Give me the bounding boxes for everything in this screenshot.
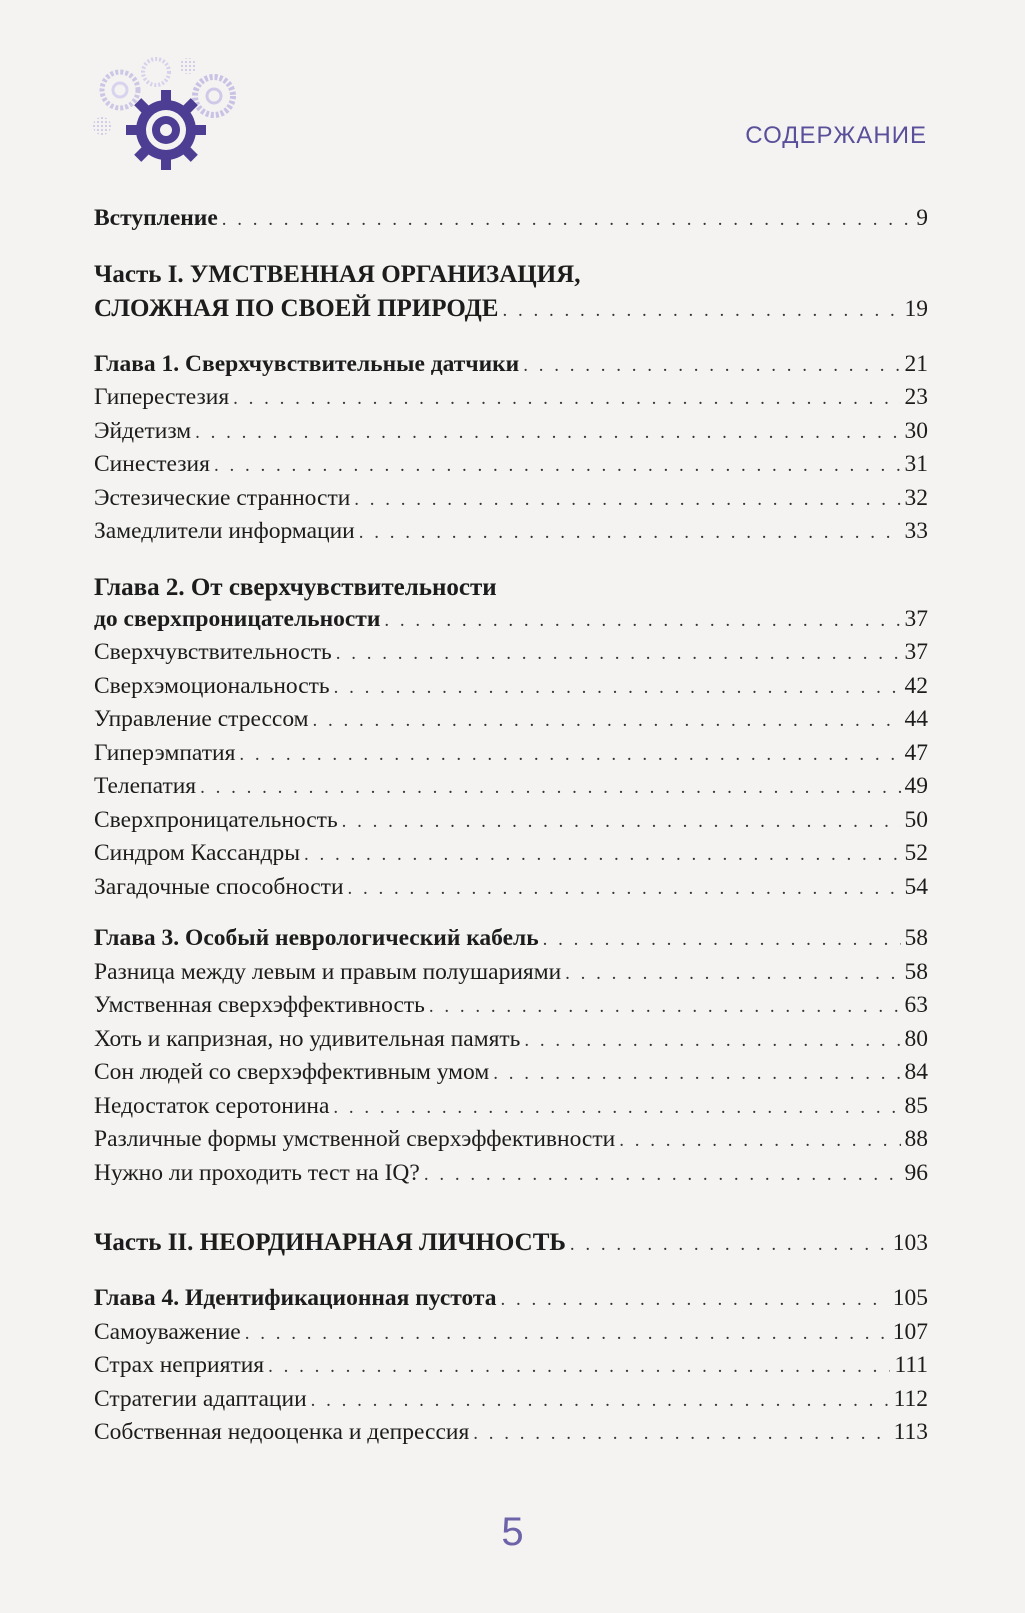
toc-entry-title: Разница между левым и правым полушариями: [94, 958, 562, 985]
toc-entry-title: Сверхчувствительность: [94, 639, 332, 665]
toc-entry-page: 23: [904, 384, 928, 410]
dot-leader: [359, 522, 901, 544]
toc-entry-title: Гиперэмпатия: [94, 739, 236, 766]
dot-leader: [502, 300, 900, 322]
toc-entry-page: 30: [904, 417, 928, 444]
dark-gear: [126, 90, 206, 170]
toc-entry-section[interactable]: [94, 1386, 928, 1420]
toc-entry-title: Страх неприятия: [94, 1352, 265, 1378]
toc-entry-title: Собственная недооценка и депрессия: [94, 1419, 470, 1445]
toc-entry-title: Синдром Кассандры: [94, 840, 301, 866]
toc-entry-page: 32: [904, 484, 928, 511]
dot-leader: [354, 489, 900, 511]
dot-leader: [333, 1097, 900, 1119]
dot-leader: [233, 388, 900, 410]
toc-heading-line: Часть I. УМСТВЕННАЯ ОРГАНИЗАЦИЯ,: [94, 260, 581, 288]
toc-entry-section[interactable]: [94, 485, 928, 519]
toc-entry-page: 105: [892, 1285, 928, 1311]
dot-leader: [493, 1063, 900, 1085]
dot-leader: [543, 929, 901, 951]
toc-entry-section[interactable]: [94, 1093, 928, 1127]
toc-entry-title: Сон людей со сверхэффективным умом: [94, 1059, 490, 1085]
toc-entry-page: 47: [904, 739, 928, 766]
toc-entry-section[interactable]: [94, 1419, 928, 1453]
dot-leader: [313, 710, 901, 732]
gears-icon: [88, 48, 248, 178]
toc-entry-title: Нужно ли проходить тест на IQ?: [94, 1159, 420, 1186]
dot-leader: [304, 844, 900, 866]
toc-entry-section[interactable]: [94, 807, 928, 841]
dot-leader: [348, 878, 901, 900]
toc-spacer: [94, 552, 928, 570]
toc-entry-page: 49: [904, 773, 928, 799]
toc-entry-section[interactable]: [94, 639, 928, 673]
toc-entry-page: 103: [892, 1230, 928, 1256]
toc-entry-title: Замедлители информации: [94, 518, 355, 544]
toc-entry-title: Глава 3. Особый неврологический кабель: [94, 925, 539, 951]
toc-entry-page: 80: [904, 1025, 928, 1052]
toc-entry-page: 44: [904, 706, 928, 732]
toc-heading-line: Глава 2. От сверхчувствительности: [94, 573, 497, 601]
toc-entry-page: 96: [904, 1159, 928, 1186]
toc-entry-title: до сверхпроницательности: [94, 605, 381, 632]
toc-entry-section[interactable]: [94, 1026, 928, 1060]
dot-leader: [214, 455, 901, 477]
toc-entry-page: 113: [893, 1419, 928, 1445]
dot-leader: [523, 355, 900, 377]
dot-leader: [570, 1234, 889, 1256]
toc-entry-title: Гиперестезия: [94, 384, 230, 410]
toc-entry-chapter[interactable]: [94, 1285, 928, 1319]
toc-entry-chapter[interactable]: [94, 351, 928, 385]
toc-entry-title: Сверхпроницательность: [94, 806, 338, 833]
toc-entry-title: Часть II. НЕОРДИНАРНАЯ ЛИЧНОСТЬ: [94, 1229, 566, 1256]
toc-entry-title: Синестезия: [94, 451, 210, 477]
toc-entry-page: 63: [904, 992, 928, 1018]
toc-entry-section[interactable]: [94, 1126, 928, 1160]
dot-leader: [245, 1323, 889, 1345]
toc-entry-page: 58: [904, 925, 928, 951]
toc-entry-section[interactable]: [94, 959, 928, 993]
toc-entry-title: Различные формы умственной сверхэффективности: [94, 1126, 616, 1152]
light-gear-left: [102, 72, 138, 108]
toc-entry-title: Умственная сверхэффективность: [94, 992, 425, 1018]
toc-entry-section[interactable]: [94, 773, 928, 807]
dot-leader: [195, 422, 900, 444]
toc-entry-page: 21: [904, 350, 928, 377]
toc-entry-section[interactable]: [94, 992, 928, 1026]
toc-entry-page: 58: [904, 958, 928, 985]
toc-entry-title: Глава 1. Сверхчувствительные датчики: [94, 350, 520, 377]
dot-leader: [501, 1289, 889, 1311]
toc-entry-page: 31: [904, 451, 928, 477]
toc-entry-page: 112: [893, 1385, 928, 1412]
toc-entry-title: СЛОЖНАЯ ПО СВОЕЙ ПРИРОДЕ: [94, 294, 499, 322]
toc-entry-title: Недостаток серотонина: [94, 1092, 330, 1119]
toc-entry-title: Управление стрессом: [94, 706, 309, 732]
dot-leader: [239, 744, 900, 766]
toc-entry-title: Вступление: [94, 205, 218, 231]
toc-spacer: [94, 1267, 928, 1285]
dot-leader: [384, 610, 900, 632]
toc-entry-section[interactable]: [94, 1059, 928, 1093]
toc-entry-page: 111: [894, 1352, 928, 1378]
dot-leader: [473, 1423, 889, 1445]
toc-entry-page: 9: [916, 205, 928, 231]
dot-leader: [268, 1356, 890, 1378]
section-header: СОДЕРЖАНИЕ: [745, 122, 927, 149]
toc-entry-section[interactable]: [94, 1160, 928, 1194]
toc-spacer: [94, 907, 928, 925]
toc-entry-intro[interactable]: [94, 205, 928, 239]
toc-entry-page: 37: [904, 639, 928, 665]
dot-leader: [311, 1390, 890, 1412]
toc-entry-section[interactable]: [94, 384, 928, 418]
page-number: 5: [501, 1510, 524, 1554]
toc-entry-page: 42: [904, 672, 928, 699]
toc-entry-section[interactable]: [94, 840, 928, 874]
toc-entry-part[interactable]: [94, 295, 928, 333]
toc-entry-page: 107: [892, 1318, 928, 1345]
toc-entry-section[interactable]: [94, 673, 928, 707]
toc-entry-title: Загадочные способности: [94, 873, 344, 900]
toc-entry-section[interactable]: [94, 518, 928, 552]
dot-leader: [342, 811, 901, 833]
dot-leader: [565, 963, 900, 985]
toc-entry-chapter[interactable]: [94, 606, 928, 640]
toc-entry-title: Глава 4. Идентификационная пустота: [94, 1285, 497, 1311]
toc-entry-title: Эйдетизм: [94, 417, 192, 444]
toc-entry-title: Стратегии адаптации: [94, 1385, 307, 1412]
toc-entry-page: 33: [904, 518, 928, 544]
dot-leader: [429, 996, 901, 1018]
dot-leader: [334, 677, 901, 699]
toc-entry-section[interactable]: [94, 706, 928, 740]
toc-entry-page: 54: [904, 873, 928, 900]
toc-entry-section[interactable]: [94, 740, 928, 774]
toc-entry-title: Самоуважение: [94, 1318, 241, 1345]
toc-entry-title: Эстезические странности: [94, 484, 351, 511]
toc-spacer: [94, 1193, 928, 1229]
toc-entry-section[interactable]: [94, 418, 928, 452]
toc-entry-page: 88: [904, 1126, 928, 1152]
toc-spacer: [94, 239, 928, 257]
toc-entry-title: Телепатия: [94, 773, 197, 799]
toc-spacer: [94, 333, 928, 351]
toc-entry-page: 84: [904, 1059, 928, 1085]
toc-entry-page: 19: [904, 295, 928, 322]
dot-leader: [222, 209, 912, 231]
dot-leader: [524, 1030, 900, 1052]
toc-entry-section[interactable]: [94, 1319, 928, 1353]
dot-leader: [619, 1130, 900, 1152]
toc-entry-section[interactable]: [94, 1352, 928, 1386]
toc-entry-page: 50: [904, 806, 928, 833]
light-gear-mid: [143, 59, 169, 85]
dot-leader: [424, 1164, 901, 1186]
toc-entry-title: Сверхэмоциональность: [94, 672, 330, 699]
dot-leader: [200, 777, 900, 799]
toc-entry-part[interactable]: [94, 1229, 928, 1267]
toc-entry-chapter[interactable]: [94, 925, 928, 959]
table-of-contents: [94, 205, 928, 1453]
toc-entry-section[interactable]: [94, 874, 928, 908]
light-gear-right: [195, 77, 233, 115]
dot-leader: [336, 643, 901, 665]
toc-entry-title: Хоть и капризная, но удивительная память: [94, 1025, 521, 1052]
toc-entry-page: 52: [904, 840, 928, 866]
toc-entry-section[interactable]: [94, 451, 928, 485]
toc-entry-page: 85: [904, 1092, 928, 1119]
toc-entry-page: 37: [904, 605, 928, 632]
